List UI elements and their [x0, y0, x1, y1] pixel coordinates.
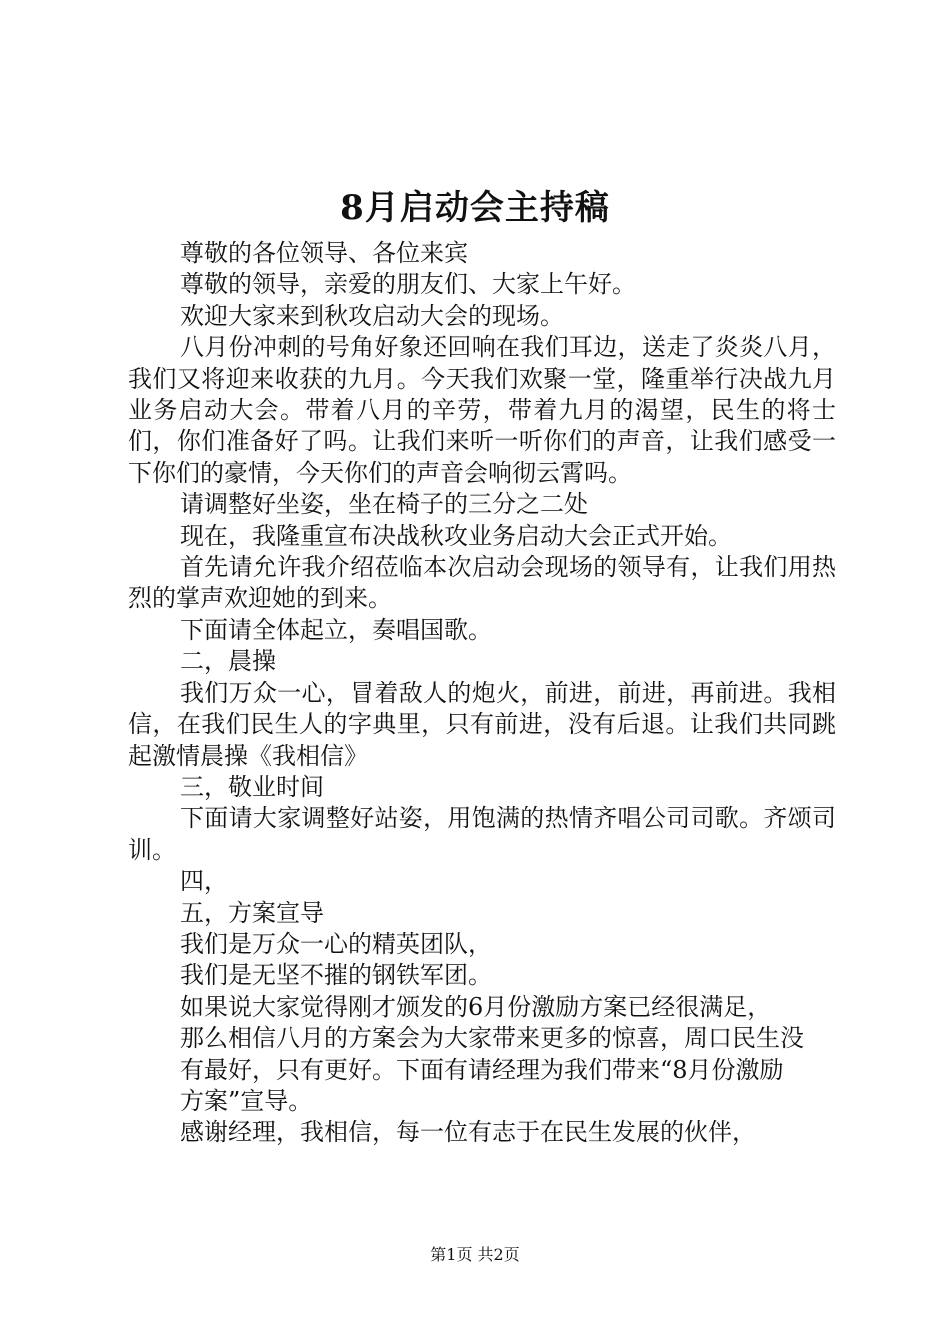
paragraph-12: 下面请大家调整好站姿，用饱满的热情齐唱公司司歌。齐颂司训。: [128, 804, 836, 864]
paragraph-7: 首先请允许我介绍莅临本次启动会现场的领导有，让我们用热烈的掌声欢迎她的到来。: [128, 553, 836, 613]
page-number-footer: 第1页 共2页: [430, 1245, 520, 1264]
paragraph-18: 那么相信八月的方案会为大家带来更多的惊喜，周口民生没: [180, 1024, 804, 1053]
paragraph-4: 八月份冲刺的号角好象还回响在我们耳边，送走了炎炎八月，我们又将迎来收获的九月。今天我们欢聚一堂，隆重举行决战九月业务启动大会。带着八月的辛劳，带着九月的渴望，民生的将士们，你们准备好了吗。让我们来听一听你们的声音，让我们感受一下你们的豪情，今天你们的声音会响彻云霄吗。: [128, 333, 836, 487]
section-heading-work-time: 三，敬业时间: [180, 772, 324, 801]
paragraph-10: 我们万众一心，冒着敌人的炮火，前进，前进，再前进。我相信，在我们民生人的字典里，只有前进，没有后退。让我们共同跳起激情晨操《我相信》: [128, 678, 836, 770]
paragraph-2: 尊敬的领导，亲爱的朋友们、大家上午好。: [180, 270, 636, 299]
paragraph-16: 我们是无坚不摧的钢铁军团。: [180, 961, 492, 990]
paragraph-8: 下面请全体起立，奏唱国歌。: [180, 615, 492, 644]
section-heading-plan: 五，方案宣导: [180, 898, 324, 927]
section-heading-four: 四，: [180, 867, 228, 896]
paragraph-6: 现在，我隆重宣布决战秋攻业务启动大会正式开始。: [180, 521, 732, 550]
document-body: [128, 238, 836, 1149]
document-title: 8月启动会主持稿: [340, 188, 610, 228]
paragraph-1: 尊敬的各位领导、各位来宾: [180, 239, 468, 267]
paragraph-5: 请调整好坐姿，坐在椅子的三分之二处: [180, 490, 588, 519]
paragraph-20: 方案”宣导。: [180, 1086, 313, 1115]
section-heading-morning-exercise: 二，晨操: [180, 647, 276, 676]
paragraph-3: 欢迎大家来到秋攻启动大会的现场。: [180, 301, 564, 330]
paragraph-19: 有最好，只有更好。下面有请经理为我们带来“8月份激励: [180, 1055, 784, 1084]
paragraph-15: 我们是万众一心的精英团队，: [180, 929, 492, 958]
paragraph-21: 感谢经理，我相信，每一位有志于在民生发展的伙伴，: [180, 1118, 756, 1147]
paragraph-17: 如果说大家觉得刚才颁发的6月份激励方案已经很满足，: [180, 992, 772, 1021]
